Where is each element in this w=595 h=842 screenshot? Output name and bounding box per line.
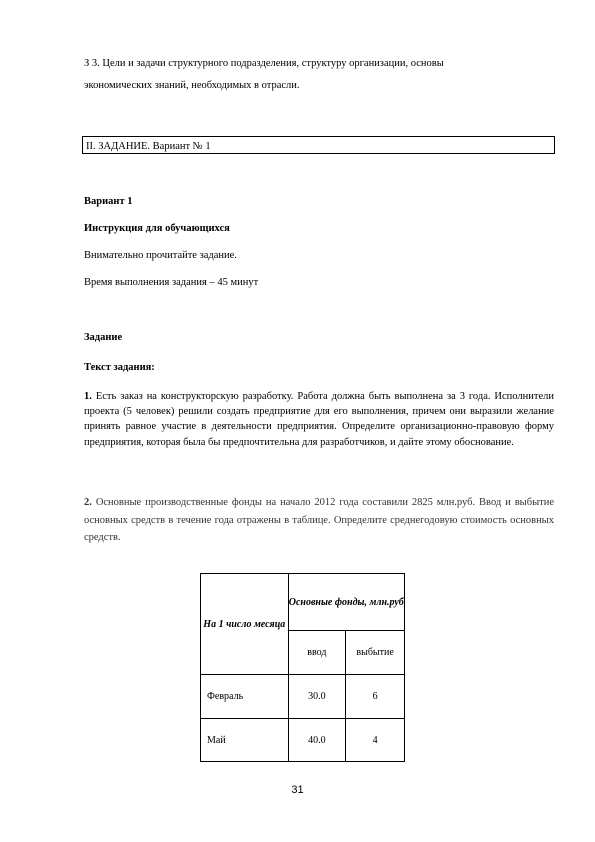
subheader-in-cell: ввод (288, 631, 346, 675)
instruction-text: Внимательно прочитайте задание. (84, 250, 237, 261)
task-1-text: Есть заказ на конструкторскую разработку. Работа должна быть выполнена за 3 года. Исполнители проекта (5 человек) решили создать предприятие для его выполнения, причем они выразили желание принять равное участие в деятельности предприятия. Определите организационно-правовую форму предприятия, которая была бы предпочтительна для разработчиков, и дайте этому обоснование. (84, 391, 554, 448)
variant-heading: Вариант 1 (84, 196, 133, 207)
out-cell: 6 (346, 675, 405, 719)
funds-table (200, 573, 405, 762)
task-2-paragraph (84, 494, 554, 547)
instruction-heading: Инструкция для обучающихся (84, 223, 230, 234)
competence-z3-line1: З 3. Цели и задачи структурного подразделения, структуру организации, основы (84, 58, 444, 69)
header-date-cell: На 1 число месяца (201, 574, 289, 675)
competence-z3-line2: экономических знаний, необходимых в отрасли. (84, 80, 300, 91)
in-cell: 40.0 (288, 719, 346, 762)
in-cell: 30.0 (288, 675, 346, 719)
month-cell: Февраль (201, 675, 289, 719)
task-heading: Задание (84, 332, 123, 343)
task-1-paragraph (84, 389, 554, 450)
header-funds-cell: Основные фонды, млн.руб (288, 574, 404, 631)
time-text: Время выполнения задания – 45 минут (84, 277, 259, 288)
task-1-number: 1. (84, 391, 92, 402)
task-text-heading: Текст задания: (84, 362, 155, 373)
month-cell: Май (201, 719, 289, 762)
section-title: II. ЗАДАНИЕ. Вариант № 1 (82, 136, 555, 154)
subheader-out-cell: выбытие (346, 631, 405, 675)
task-2-text: Основные производственные фонды на начало 2012 года составили 2825 млн.руб. Ввод и выбытие основных средств в течение года отражены в таблице. Определите среднегодовую стоимость основных средств. (84, 497, 554, 543)
table-row (201, 675, 405, 719)
out-cell: 4 (346, 719, 405, 762)
task-2-number: 2. (84, 497, 92, 508)
page-number: 31 (291, 784, 304, 796)
table-row (201, 719, 405, 762)
